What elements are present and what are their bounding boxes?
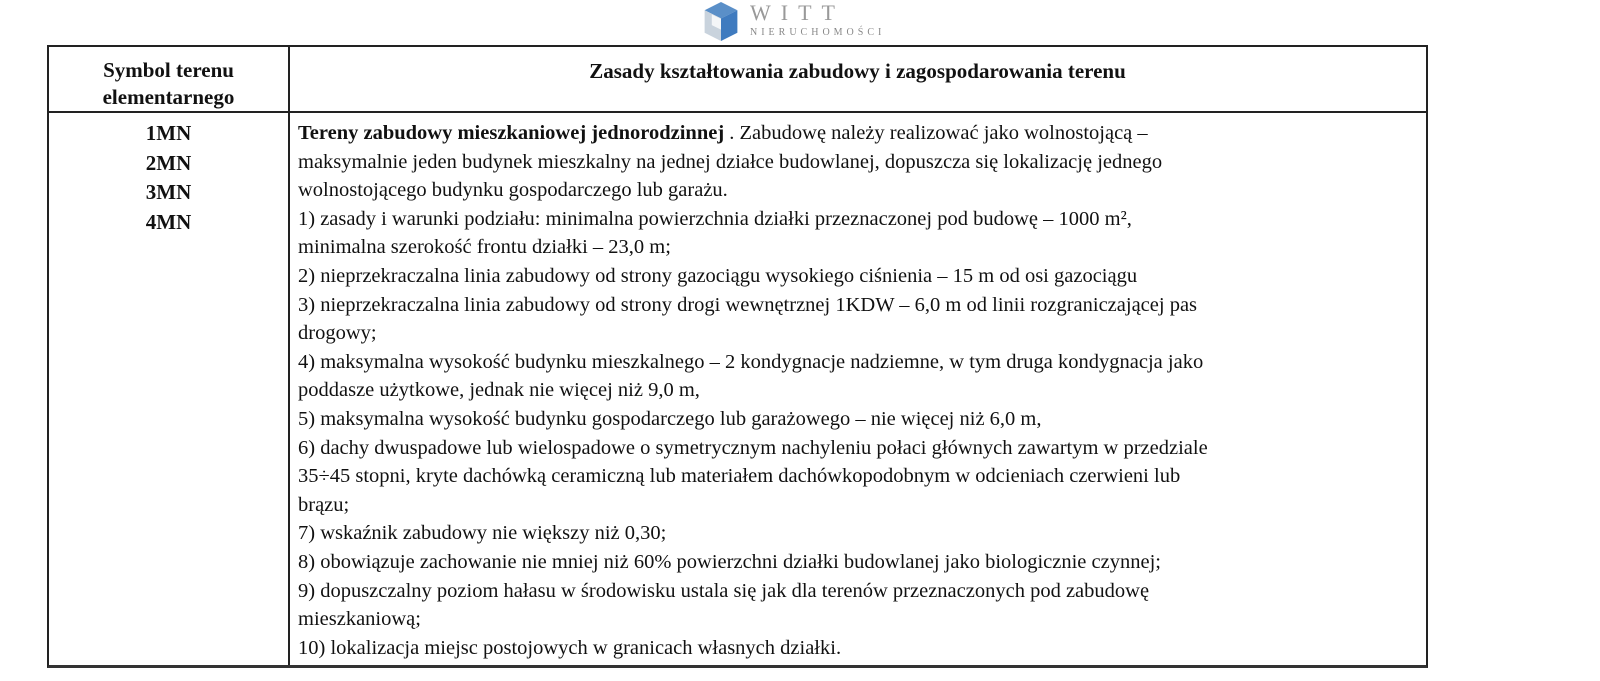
watermark-logo bbox=[700, 1, 940, 43]
text-span: . Zabudowę należy realizować jako wolnostojącą – bbox=[724, 122, 1148, 144]
text-line: mieszkaniową; bbox=[298, 608, 421, 631]
cube-logo-icon bbox=[700, 1, 742, 43]
column-divider bbox=[288, 47, 290, 665]
text-line: 8) obowiązuje zachowanie nie mniej niż 60% powierzchni działki budowlanej jako biologicznie czynnej; bbox=[298, 550, 1161, 573]
text-line: 9) dopuszczalny poziom hałasu w środowisku ustala się jak dla terenów przeznaczonych pod zabudowę bbox=[298, 579, 1150, 602]
header-symbol-line: Symbol terenu bbox=[103, 58, 234, 82]
text-line: brązu; bbox=[298, 493, 350, 516]
section-title: Tereny zabudowy mieszkaniowej jednorodzinnej bbox=[298, 122, 725, 144]
text-line: minimalna szerokość frontu działki – 23,0 m; bbox=[298, 236, 671, 259]
header-divider bbox=[49, 111, 1426, 113]
watermark-subtitle: NIERUCHOMOŚCI bbox=[750, 27, 886, 38]
symbol: 2MN bbox=[145, 150, 192, 175]
symbol: 3MN bbox=[145, 180, 192, 204]
text-line: 4) maksymalna wysokość budynku mieszkalnego – 2 kondygnacje nadziemne, w tym druga kondygnacja jako bbox=[298, 350, 1204, 373]
text-line: drogowy; bbox=[298, 322, 377, 345]
text-line: 7) wskaźnik zabudowy nie większy niż 0,30; bbox=[298, 522, 667, 545]
text-line: 6) dachy dwuspadowe lub wielospadowe o symetrycznym nachyleniu połaci głównych zawartym w przedziale bbox=[298, 436, 1208, 459]
symbol-list bbox=[49, 119, 288, 237]
watermark-brand: WITT bbox=[750, 0, 845, 25]
text-line: maksymalnie jeden budynek mieszkalny na jednej działce budowlanej, dopuszcza się lokalizację jednego bbox=[298, 150, 1163, 173]
rules-text bbox=[298, 119, 1416, 662]
text-line: wolnostojącego budynku gospodarczego lub garażu. bbox=[298, 179, 728, 202]
header-rules: Zasady kształtowania zabudowy i zagospodarowania terenu bbox=[589, 59, 1126, 83]
text-line: 2) nieprzekraczalna linia zabudowy od strony gazociągu wysokiego ciśnienia – 15 m od osi gazociągu bbox=[298, 264, 1138, 287]
header-symbol bbox=[49, 57, 288, 111]
text-line: 35÷45 stopni, kryte dachówką ceramiczną lub materiałem dachówkopodobnym w odcieniach czerwieni lub bbox=[298, 465, 1181, 488]
symbol: 1MN bbox=[145, 121, 192, 145]
text-line: 3) nieprzekraczalna linia zabudowy od strony drogi wewnętrznej 1KDW – 6,0 m od linii rozgraniczającej pas bbox=[298, 293, 1198, 316]
text-line bbox=[298, 119, 1416, 148]
zoning-table bbox=[47, 45, 1428, 668]
text-line: poddasze użytkowe, jednak nie więcej niż 9,0 m, bbox=[298, 379, 700, 402]
header-symbol-line: elementarnego bbox=[102, 85, 235, 109]
text-line: 5) maksymalna wysokość budynku gospodarczego lub garażowego – nie więcej niż 6,0 m, bbox=[298, 407, 1042, 430]
symbol: 4MN bbox=[145, 209, 192, 234]
text-line: 10) lokalizacja miejsc postojowych w granicach własnych działki. bbox=[298, 636, 842, 659]
text-line: 1) zasady i warunki podziału: minimalna powierzchnia działki przeznaczonej pod budowę – 1000 m², bbox=[298, 207, 1132, 230]
